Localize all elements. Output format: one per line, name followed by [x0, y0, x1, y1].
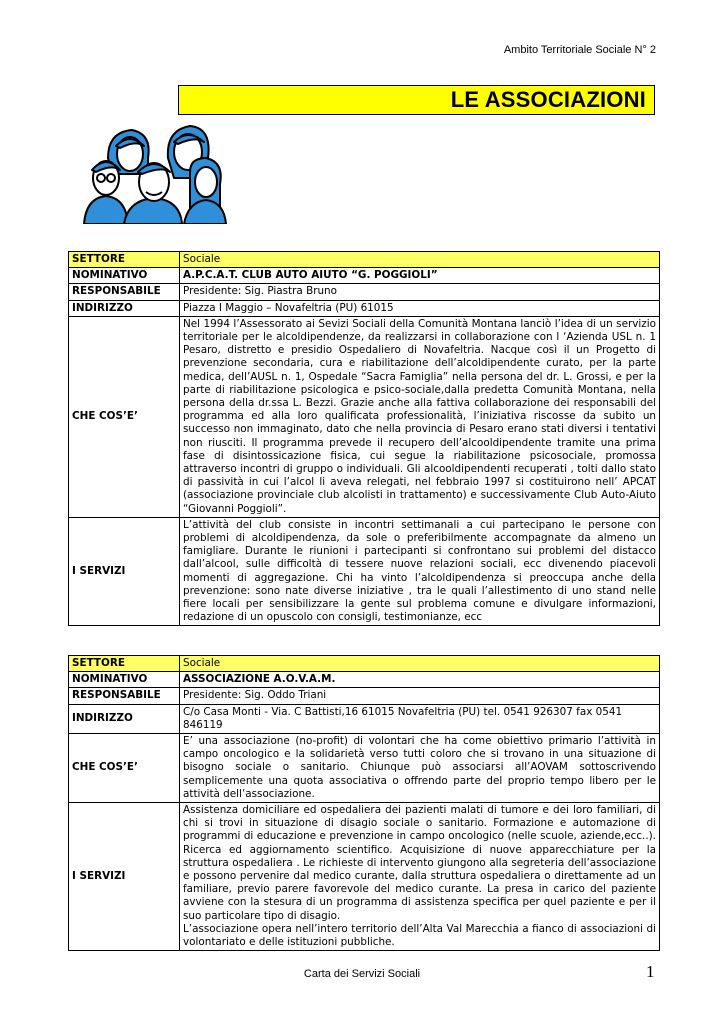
- che-cose-label: CHE COS’E’: [69, 734, 180, 803]
- table-row: [69, 704, 660, 733]
- table-row: [69, 803, 660, 951]
- servizi-paragraph: Assistenza domiciliare ed ospedaliera dei pazienti malati di tumore e dei loro familiari, di chi si trovi in situazione di disagio sociale o sanitario. Formazione e automazione di programmi di educazione e prevenzione in campo oncologico (nelle scuole, aziende,ecc..). Ricerca ed aggiornamento scientifico. Acquisizione di nuove apparecchiature per la struttura ospedaliera . Le richieste di intervento giungono alla segreteria dell’associazione e possono pervenire dal medico curante, dalla struttura ospedaliera o direttamente ad un familiare, previo parere favorevole del medico curante. La presa in carico del paziente avviene con la stesura di un programma di assistenza specifica per quel paziente e per il suo particolare tipo di disagio.: [183, 804, 656, 922]
- servizi-value: [180, 803, 660, 951]
- header-text: Ambito Territoriale Sociale N° 2: [503, 44, 656, 56]
- nominativo-value: A.P.C.A.T. CLUB AUTO AIUTO “G. POGGIOLI”: [180, 268, 660, 284]
- table-row: [69, 252, 660, 268]
- table-row: [69, 517, 660, 626]
- footer-title: Carta dei Servizi Sociali: [303, 968, 421, 980]
- indirizzo-value: C/o Casa Monti - Via. C Battisti,16 61015 Novafeltria (PU) tel. 0541 926307 fax 0541 846119: [180, 704, 660, 733]
- table-row: [69, 688, 660, 704]
- che-cose-value: Nel 1994 l’Assessorato ai Sevizi Sociali della Comunità Montana lanciò l’idea di un servizio territoriale per le alcoldipendenze, da realizzarsi in collaborazione con l ‘Azienda USL n. 1 Pesaro, distretto e presidio Ospedaliero di Novafeltria. Nacque così il un Progetto di prevenzione secondaria, cura e riabilitazione dell’alcoldipendente curato, per la parte medica, dell’AUSL n. 1, Ospedale “Sacra Famiglia” nella persona del dr. L. Grossi, e per la parte di riabilitazione psicologica e psico-sociale,dalla predetta Comunità Montana, nella persona della dr.ssa L. Bezzi. Grazie anche alla fattiva collaborazione dei responsabili del programma ed alla loro qualificata professionalità, l’iniziativa riscosse da subito un successo non immaginato, dato che nella provincia di Pesaro erano stati diversi i tentativi non riusciti. Il programma prevede il recupero dell’alcooldipendente tramite una prima fase di disintossicazione fisica, cui segue la riabilitazione psicosociale, promossa attraverso incontri di gruppo o individuali. Gli alcooldipendenti recuperati , tolti dallo stato di passività in cui l’alcol li aveva relegati, nel febbraio 1997 si costituirono nell’ APCAT (associazione provinciale club alcolisti in trattamento) e successivamente Club Auto-Aiuto “Giovanni Poggioli”.: [180, 316, 660, 517]
- settore-label: SETTORE: [69, 656, 180, 672]
- table-row: [69, 300, 660, 316]
- che-cose-value: E’ una associazione (no-profit) di volontari che ha come obiettivo primario l’attività in campo oncologico e la solidarietà verso tutti coloro che si trovano in una situazione di bisogno sociale o sanitario. Chiunque può associarsi all’AOVAM sottoscrivendo semplicemente una quota associativa o offrendo parte del proprio tempo libero per le attività dell’associazione.: [180, 734, 660, 803]
- indirizzo-label: INDIRIZZO: [69, 300, 180, 316]
- nominativo-label: NOMINATIVO: [69, 268, 180, 284]
- responsabile-label: RESPONSABILE: [69, 284, 180, 300]
- page-title-box: [178, 85, 655, 115]
- indirizzo-value: Piazza I Maggio – Novafeltria (PU) 61015: [180, 300, 660, 316]
- table-row: [69, 284, 660, 300]
- settore-value: Sociale: [180, 252, 660, 268]
- servizi-label: I SERVIZI: [69, 803, 180, 951]
- che-cose-label: CHE COS’E’: [69, 316, 180, 517]
- page-title: LE ASSOCIAZIONI: [450, 87, 646, 112]
- association-card-2: [68, 655, 660, 951]
- page-number: 1: [646, 962, 655, 981]
- group-of-people-clipart-icon: [78, 118, 228, 224]
- table-row: [69, 656, 660, 672]
- servizi-value: L’attività del club consiste in incontri settimanali a cui partecipano le persone con problemi di alcoldipendenza, da sole o preferibilmente accompagnate da almeno un famigliare. Durante le riunioni i partecipanti si confrontano sui problemi del distacco dall’alcool, sulle difficoltà di tessere nuove relazioni sociali, ecc divenendo piacevoli momenti di aggregazione. Chi ha vinto l’alcoldipendenza si preoccupa anche della prevenzione: sono nate diverse iniziative , tra le quali l’allestimento di uno stand nelle fiere locali per sensibilizzare la gente sul problema comune e divulgare informazioni, redazione di un opuscolo con consigli, testimonianze, ecc: [180, 517, 660, 626]
- settore-label: SETTORE: [69, 252, 180, 268]
- servizi-label: I SERVIZI: [69, 517, 180, 626]
- servizi-paragraph-extra: L’associazione opera nell’intero territorio dell’Alta Val Marecchia a fianco di associazioni di volontariato e delle istituzioni pubbliche.: [183, 922, 656, 949]
- settore-value: Sociale: [180, 656, 660, 672]
- table-row: [69, 672, 660, 688]
- nominativo-value: ASSOCIAZIONE A.O.V.A.M.: [180, 672, 660, 688]
- table-row: [69, 268, 660, 284]
- nominativo-label: NOMINATIVO: [69, 672, 180, 688]
- table-row: [69, 316, 660, 517]
- table-row: [69, 734, 660, 803]
- responsabile-value: Presidente: Sig. Piastra Bruno: [180, 284, 660, 300]
- association-card-1: [68, 251, 660, 626]
- responsabile-value: Presidente: Sig. Oddo Triani: [180, 688, 660, 704]
- responsabile-label: RESPONSABILE: [69, 688, 180, 704]
- indirizzo-label: INDIRIZZO: [69, 704, 180, 733]
